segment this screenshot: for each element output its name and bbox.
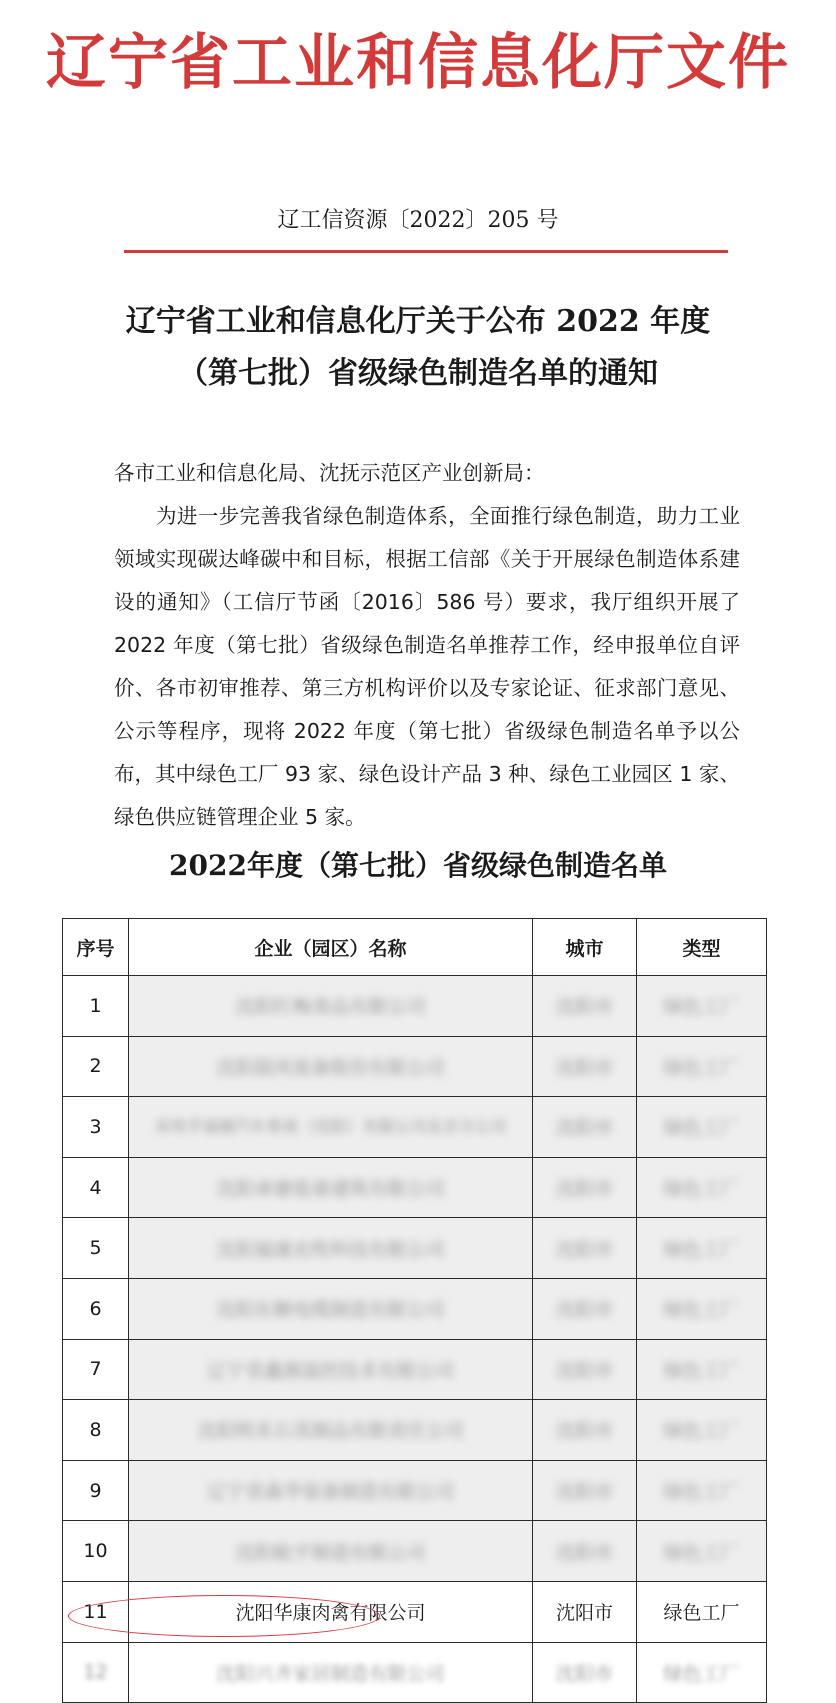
row-name: 沈阳华康肉禽有限公司 <box>129 1581 533 1642</box>
row-no: 2 <box>63 1036 129 1097</box>
table-row <box>63 1218 767 1279</box>
row-name-blurred: 沈阳承德装备建筑有限公司 <box>216 1178 445 1201</box>
row-type: 绿色工厂 <box>637 1581 767 1642</box>
table-row <box>63 1278 767 1339</box>
row-name-blurred: 沈阳明禾石英制品有限责任公司 <box>197 1420 464 1443</box>
table-row <box>63 1339 767 1400</box>
notice-title-line-1: 辽宁省工业和信息化厅关于公布 2022 年度 <box>125 304 711 339</box>
row-no: 11 <box>63 1581 129 1642</box>
row-type-blurred: 绿色工厂 <box>663 996 740 1019</box>
row-city-blurred: 沈阳市 <box>555 1662 613 1685</box>
row-type-blurred: 绿色工厂 <box>663 1299 740 1322</box>
table-row <box>63 1521 767 1582</box>
row-city: 沈阳市 <box>533 1581 637 1642</box>
row-city-blurred: 沈阳市 <box>555 1359 613 1382</box>
row-no: 6 <box>63 1278 129 1339</box>
row-no: 5 <box>63 1218 129 1279</box>
row-no: 7 <box>63 1339 129 1400</box>
salutation: 各市工业和信息化局、沈抚示范区产业创新局： <box>114 461 545 485</box>
row-type-blurred: 绿色工厂 <box>663 1481 740 1504</box>
row-city-blurred: 沈阳市 <box>555 1117 613 1140</box>
row-city-blurred: 沈阳市 <box>555 996 613 1019</box>
document-number: 辽工信资源〔2022〕205 号 <box>277 208 559 233</box>
row-name-blurred: 沈阳红梅食品有限公司 <box>235 996 426 1019</box>
row-city-blurred: 沈阳市 <box>555 1299 613 1322</box>
table-row <box>63 976 767 1037</box>
list-title: 2022年度（第七批）省级绿色制造名单 <box>169 849 667 882</box>
header-no: 序号 <box>63 919 129 976</box>
row-type-blurred: 绿色工厂 <box>663 1359 740 1382</box>
header-name: 企业（园区）名称 <box>129 919 533 976</box>
row-city-blurred: 沈阳市 <box>555 1481 613 1504</box>
row-no: 9 <box>63 1460 129 1521</box>
row-type-blurred: 绿色工厂 <box>663 1541 740 1564</box>
header-city: 城市 <box>533 919 637 976</box>
row-type-blurred: 绿色工厂 <box>663 1662 740 1685</box>
table-row <box>63 1036 767 1097</box>
table-row <box>63 1400 767 1461</box>
row-city-blurred: 沈阳市 <box>555 1056 613 1079</box>
red-divider-line <box>124 250 728 253</box>
row-name-blurred: 沈阳福康农牧科技有限公司 <box>216 1238 445 1261</box>
row-type-blurred: 绿色工厂 <box>663 1117 740 1140</box>
document-header-title: 辽宁省工业和信息化厅文件 <box>46 28 790 98</box>
row-type-blurred: 绿色工厂 <box>663 1178 740 1201</box>
row-no: 10 <box>63 1521 129 1582</box>
body-paragraph: 为进一步完善我省绿色制造体系，全面推行绿色制造，助力工业领域实现碳达峰碳中和目标，根据工信部《关于开展绿色制造体系建设的通知》（工信厅节函〔2016〕586 号）要求，我厅组织开展了 2022 年度（第七批）省级绿色制造名单推荐工作，经申报单位自评价、各市初审推荐、第三方机构评价以及专家论证、征求部门意见、公示等程序，现将 2022 年度（第七批）省级绿色制造名单予以公布，其中绿色工厂 93 家、绿色设计产品 3 种、绿色工业园区 1 家、绿色供应链管理企业 5 家。 <box>114 504 740 829</box>
row-no: 4 <box>63 1157 129 1218</box>
row-no: 12 <box>63 1642 129 1703</box>
row-type-blurred: 绿色工厂 <box>663 1420 740 1443</box>
row-name-blurred: 辽宁省森华装备制造有限公司 <box>206 1481 454 1504</box>
row-name-blurred: 沈阳兴齐家居制造有限公司 <box>216 1662 445 1685</box>
table-row-highlighted <box>63 1581 767 1642</box>
table-row <box>63 1642 767 1703</box>
row-name-blurred: 沈阳鼓风装备股份有限公司 <box>216 1056 445 1079</box>
row-no: 8 <box>63 1400 129 1461</box>
notice-title <box>0 296 836 400</box>
green-manufacturing-table <box>62 918 767 1703</box>
row-type-blurred: 绿色工厂 <box>663 1056 740 1079</box>
row-no: 3 <box>63 1097 129 1158</box>
header-type: 类型 <box>637 919 767 976</box>
table-header-row <box>63 919 767 976</box>
notice-title-line-2: （第七批）省级绿色制造名单的通知 <box>178 356 658 391</box>
row-name-blurred: 辽宁省鑫源温控技术有限公司 <box>206 1359 454 1382</box>
row-name-blurred: 沈阳航宇制造有限公司 <box>235 1541 426 1564</box>
row-city-blurred: 沈阳市 <box>555 1420 613 1443</box>
row-name-blurred: 采埃孚福德汽车系统（沈阳）有限公司北京分公司 <box>154 1116 507 1136</box>
table-row <box>63 1097 767 1158</box>
table-row <box>63 1157 767 1218</box>
row-city-blurred: 沈阳市 <box>555 1238 613 1261</box>
table-row <box>63 1460 767 1521</box>
row-type-blurred: 绿色工厂 <box>663 1238 740 1261</box>
row-no: 1 <box>63 976 129 1037</box>
notice-body <box>114 452 740 839</box>
row-city-blurred: 沈阳市 <box>555 1541 613 1564</box>
row-name-blurred: 沈阳东顺电缆制造有限公司 <box>216 1299 445 1322</box>
row-city-blurred: 沈阳市 <box>555 1178 613 1201</box>
